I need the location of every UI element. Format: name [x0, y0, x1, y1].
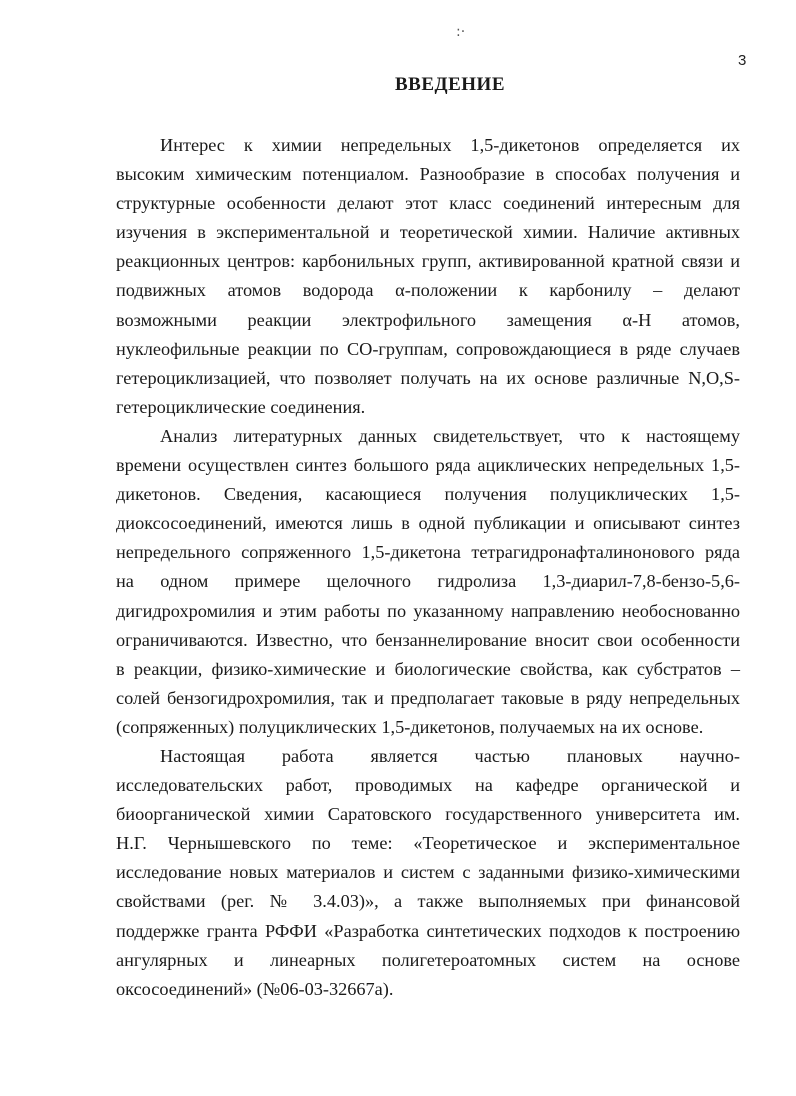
scan-mark: :·	[456, 24, 466, 40]
text-line: реакционных центров: карбонильных групп, активированной кратной связи и	[116, 251, 740, 272]
text-line: изучения в экспериментальной и теоретической химии. Наличие активных	[116, 222, 740, 243]
text-line: солей бензогидрохромилия, так и предполагает таковые в ряду непредельных	[116, 687, 740, 708]
text-line: Интерес к химии непредельных 1,5-дикетонов определяется их	[160, 135, 740, 155]
paragraph	[116, 131, 740, 422]
text-line: в реакции, физико-химические и биологические свойства, как субстратов –	[116, 658, 740, 679]
text-line: ограничиваются. Известно, что бензаннелирование вносит свои особенности	[116, 629, 740, 650]
text-line: оксосоединений» (№06-03-32667а).	[116, 978, 394, 999]
text-line: ангулярных и линеарных полигетероатомных систем на основе	[116, 949, 740, 970]
page-number: 3	[738, 52, 747, 69]
text-line: исследовательских работ, проводимых на кафедре органической и	[116, 775, 740, 796]
text-line: (сопряженных) полуциклических 1,5-дикетонов, получаемых на их основе.	[116, 716, 704, 737]
text-line: дигидрохромилия и этим работы по указанному направлению необоснованно	[116, 600, 740, 621]
text-line: биоорганической химии Саратовского государственного университета им.	[116, 804, 740, 825]
text-line: возможными реакции электрофильного замещения α-Н атомов,	[116, 309, 740, 330]
text-line: гетероциклизацией, что позволяет получать на их основе различные N,O,S-	[116, 367, 740, 388]
text-line: поддержке гранта РФФИ «Разработка синтетических подходов к построению	[116, 920, 740, 941]
text-line: высоким химическим потенциалом. Разнообразие в способах получения и	[116, 164, 740, 185]
body-text	[116, 131, 740, 1004]
text-line: Н.Г. Чернышевского по теме: «Теоретическое и экспериментальное	[116, 833, 740, 854]
text-line: подвижных атомов водорода α-положении к карбонилу – делают	[116, 280, 740, 301]
text-line: гетероциклические соединения.	[116, 396, 366, 417]
paragraph	[116, 422, 740, 742]
text-line: времени осуществлен синтез большого ряда ациклических непредельных 1,5-	[116, 455, 740, 476]
text-line: Настоящая работа является частью плановых научно-	[160, 745, 740, 766]
text-line: дикетонов. Сведения, касающиеся получения полуциклических 1,5-	[116, 484, 740, 505]
text-line: свойствами (рег. № 3.4.03)», а также выполняемых при финансовой	[116, 891, 740, 912]
text-line: непредельного сопряженного 1,5-дикетона тетрагидронафталинонового ряда	[116, 542, 740, 563]
text-line: на одном примере щелочного гидролиза 1,3-диарил-7,8-бензо-5,6-	[116, 571, 740, 592]
page-title: ВВЕДЕНИЕ	[395, 74, 505, 95]
text-line: Анализ литературных данных свидетельствует, что к настоящему	[160, 425, 740, 446]
text-line: структурные особенности делают этот класс соединений интересным для	[116, 193, 740, 214]
text-line: исследование новых материалов и систем с заданными физико-химическими	[116, 862, 740, 883]
paragraph	[116, 742, 740, 1004]
text-line: диоксосоединений, имеются лишь в одной публикации и описывают синтез	[116, 513, 740, 534]
text-line: нуклеофильные реакции по СО-группам, сопровождающиеся в ряде случаев	[116, 338, 740, 359]
